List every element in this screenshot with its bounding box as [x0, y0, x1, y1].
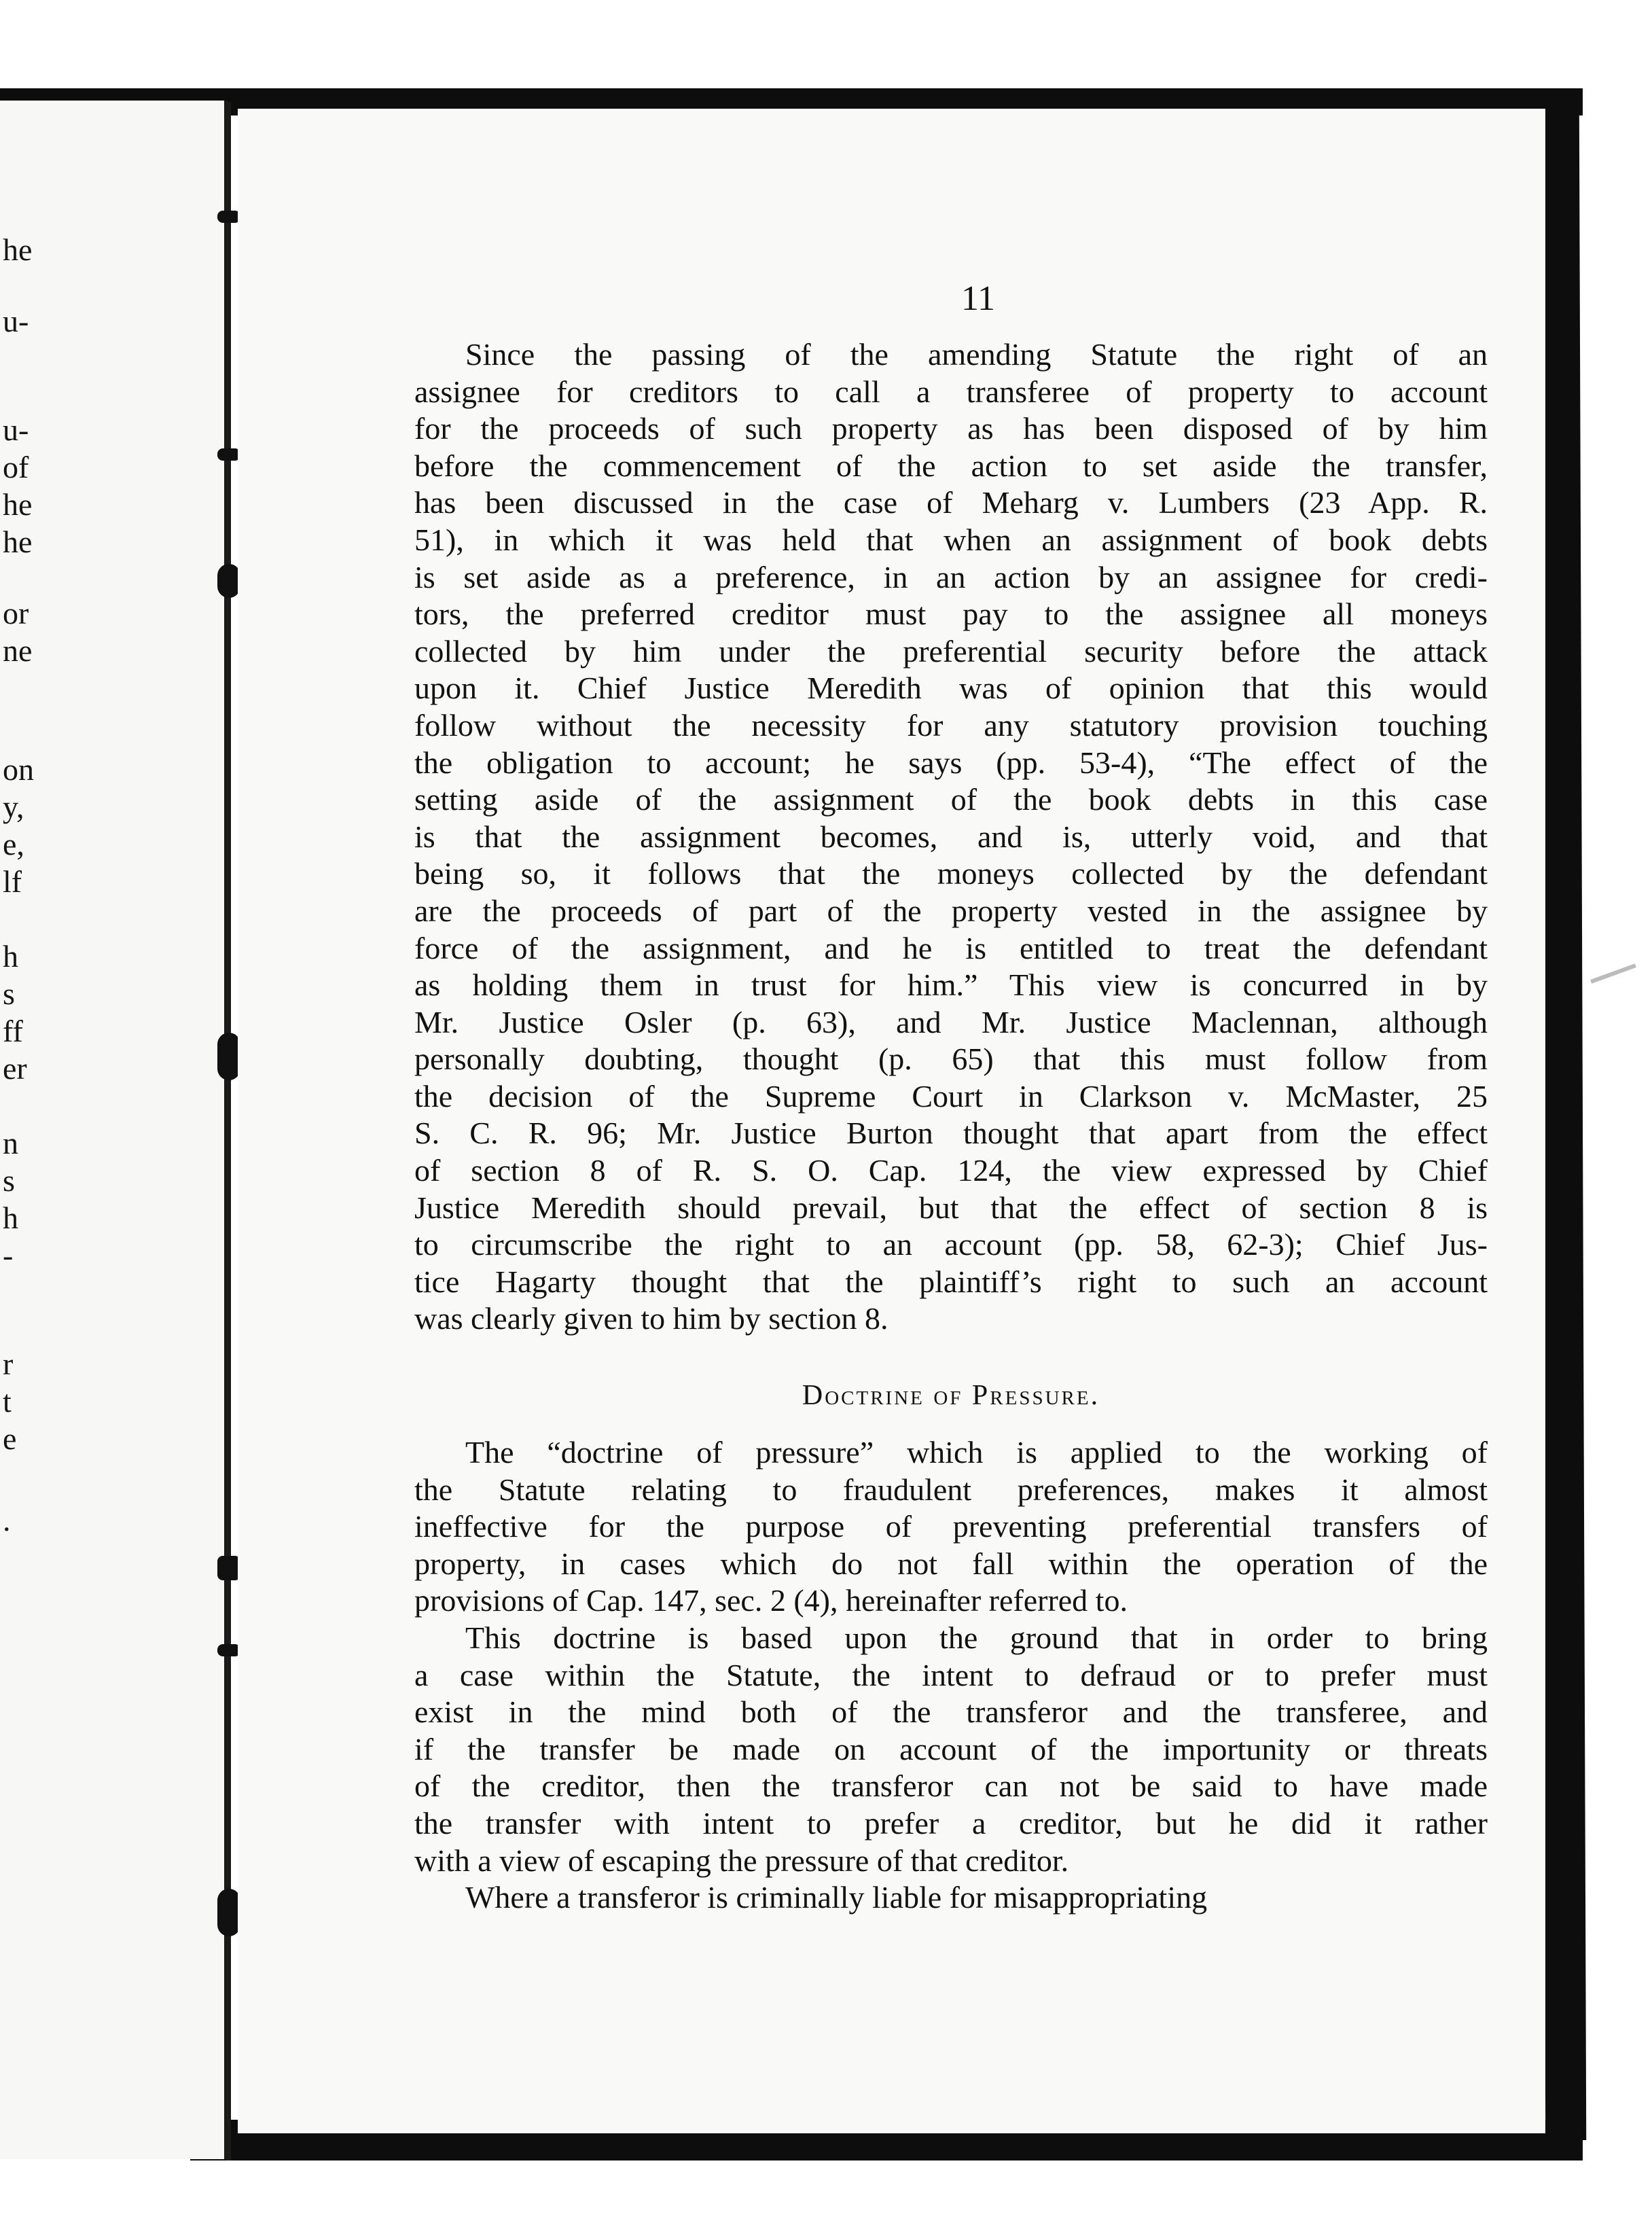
section-heading: Doctrine of Pressure. [802, 1380, 1100, 1412]
binding-stitch [217, 1556, 240, 1580]
previous-page-text-fragment: e, [3, 827, 24, 861]
paragraph-doctrine-of-pressure [414, 1434, 1488, 1917]
text-line: of the creditor, then the transferor can not be said to have made [414, 1768, 1488, 1804]
text-line: Where a transferor is criminally liable for misappropriating [465, 1880, 1208, 1915]
previous-page-text-fragment: ff [3, 1014, 23, 1048]
previous-page-text-fragment: he [3, 232, 33, 267]
text-line: provisions of Cap. 147, sec. 2 (4), hereinafter referred to. [414, 1583, 1128, 1618]
previous-page-text-fragment: lf [3, 864, 22, 899]
text-line: with a view of escaping the pressure of that creditor. [414, 1843, 1069, 1878]
text-line: was clearly given to him by section 8. [414, 1301, 888, 1336]
previous-page-text-fragment: h [3, 939, 18, 974]
previous-page-text-fragment: - [3, 1238, 14, 1273]
previous-page-text-fragment: u- [3, 304, 29, 338]
binding-stitch [217, 1033, 240, 1080]
text-line: to circumscribe the right to an account (pp. 58, 62-3); Chief Jus- [414, 1227, 1488, 1262]
previous-page-text-fragment: er [3, 1051, 27, 1086]
previous-page-text-fragment: on [3, 752, 34, 787]
text-line: is that the assignment becomes, and is, utterly void, and that [414, 819, 1488, 854]
previous-page-text-fragment: h [3, 1201, 18, 1235]
text-line: setting aside of the assignment of the book debts in this case [414, 782, 1488, 817]
binding-stitch [217, 1889, 240, 1936]
text-line: personally doubting, thought (p. 65) that this must follow from [414, 1042, 1488, 1077]
page-body [414, 336, 1488, 1917]
previous-page-text-fragment: y, [3, 789, 24, 824]
previous-page-text-fragment: ne [3, 633, 33, 668]
previous-page-text-fragment: e [3, 1421, 17, 1456]
text-line: The “doctrine of pressure” which is applied to the working of [465, 1435, 1488, 1470]
text-line: the decision of the Supreme Court in Clarkson v. McMaster, 25 [414, 1078, 1488, 1114]
text-line: upon it. Chief Justice Meredith was of opinion that this would [414, 671, 1488, 706]
scan-border-right [1539, 102, 1586, 2140]
text-line: 51), in which it was held that when an assignment of book debts [414, 522, 1488, 557]
previous-page-edge [0, 101, 228, 2159]
binding-stitch [217, 564, 240, 598]
text-line: tice Hagarty thought that the plaintiff’s right to such an account [414, 1264, 1488, 1299]
previous-page-text-fragment: of [3, 450, 29, 484]
previous-page-text-fragment: n [3, 1126, 18, 1160]
previous-page-text-fragment: he [3, 524, 33, 559]
previous-page-text-fragment: or [3, 596, 29, 630]
text-line: Since the passing of the amending Statute the right of an [465, 337, 1488, 372]
text-line: property, in cases which do not fall within the operation of the [414, 1546, 1488, 1581]
previous-page-text-fragment: s [3, 976, 15, 1011]
previous-page-text-fragment: s [3, 1163, 15, 1198]
text-line: of section 8 of R. S. O. Cap. 124, the view expressed by Chief [414, 1153, 1488, 1188]
previous-page-text-fragment: r [3, 1347, 14, 1381]
previous-page-text-fragment: t [3, 1384, 12, 1419]
text-line: Mr. Justice Osler (p. 63), and Mr. Justice Maclennan, although [414, 1004, 1488, 1039]
binding-stitch [217, 211, 240, 223]
text-line: has been discussed in the case of Meharg v. Lumbers (23 App. R. [414, 485, 1488, 520]
text-line: S. C. R. 96; Mr. Justice Burton thought that apart from the effect [414, 1116, 1488, 1151]
binding-stitch [217, 1644, 240, 1656]
binding-spine [227, 102, 231, 2160]
previous-page-text-fragment: he [3, 487, 33, 522]
text-line: force of the assignment, and he is entitled to treat the defendant [414, 930, 1488, 965]
previous-page-text-fragment: . [3, 1503, 11, 1537]
page-number: 11 [960, 279, 996, 318]
book-page [238, 109, 1545, 2133]
text-line: the transfer with intent to prefer a creditor, but he did it rather [414, 1805, 1488, 1840]
text-line: follow without the necessity for any statutory provision touching [414, 707, 1488, 743]
text-line: if the transfer be made on account of the importunity or threats [414, 1731, 1488, 1766]
text-line: being so, it follows that the moneys collected by the defendant [414, 856, 1488, 891]
binding-stitch [217, 448, 240, 461]
text-line: as holding them in trust for him.” This view is concurred in by [414, 967, 1488, 1003]
text-line: a case within the Statute, the intent to defraud or to prefer must [414, 1657, 1488, 1692]
text-line: exist in the mind both of the transferor and the transferee, and [414, 1694, 1488, 1730]
text-line: ineffective for the purpose of preventing preferential transfers of [414, 1509, 1488, 1544]
text-line: for the proceeds of such property as has been disposed of by him [414, 411, 1488, 446]
text-line: before the commencement of the action to set aside the transfer, [414, 448, 1488, 483]
text-line: the obligation to account; he says (pp. 53-4), “The effect of the [414, 745, 1488, 780]
paragraph-amending-statute [414, 336, 1488, 1338]
text-line: This doctrine is based upon the ground that in order to bring [465, 1620, 1488, 1655]
text-line: are the proceeds of part of the property vested in the assignee by [414, 893, 1488, 928]
text-line: tors, the preferred creditor must pay to the assignee all moneys [414, 597, 1488, 632]
text-line: collected by him under the preferential security before the attack [414, 633, 1488, 669]
text-line: assignee for creditors to call a transferee of property to account [414, 374, 1488, 409]
text-line: is set aside as a preference, in an action by an assignee for credi- [414, 559, 1488, 594]
text-line: the Statute relating to fraudulent preferences, makes it almost [414, 1472, 1488, 1507]
previous-page-text-fragment: u- [3, 412, 29, 447]
text-line: Justice Meredith should prevail, but that the effect of section 8 is [414, 1190, 1488, 1225]
